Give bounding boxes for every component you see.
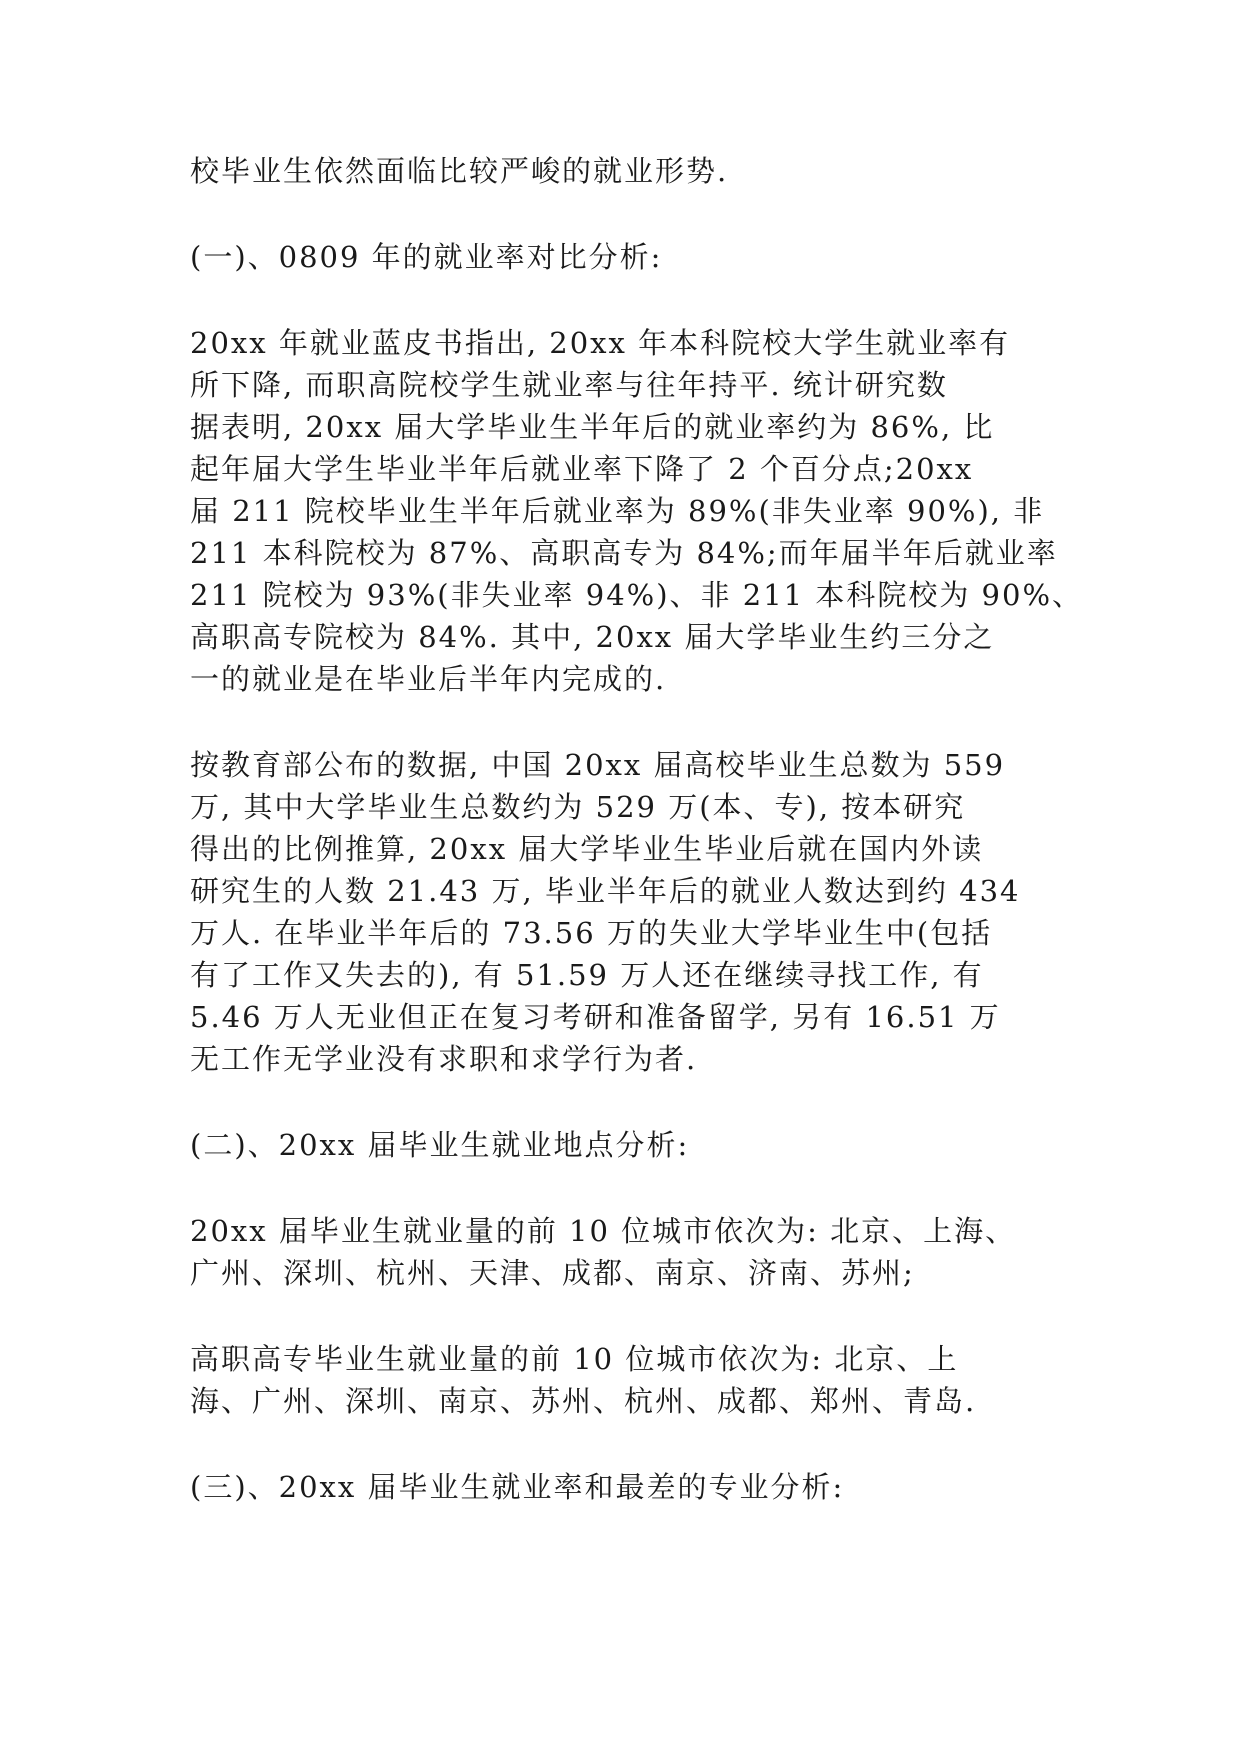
text-line: 20xx 届毕业生就业量的前 10 位城市依次为: 北京、上海、 <box>190 1214 1017 1248</box>
section-heading-1 <box>190 236 1070 278</box>
text-line: 211 院校为 93%(非失业率 94%)、非 211 本科院校为 90%、 <box>190 578 1084 612</box>
text-line: 无工作无学业没有求职和求学行为者. <box>190 1042 698 1076</box>
text-line: 高职高专毕业生就业量的前 10 位城市依次为: 北京、上 <box>190 1342 959 1376</box>
text-line: 校毕业生依然面临比较严峻的就业形势. <box>190 154 729 188</box>
text-line: 5.46 万人无业但正在复习考研和准备留学, 另有 16.51 万 <box>190 1000 1001 1034</box>
paragraph-bluebook <box>190 322 1084 700</box>
paragraph-ministry-data <box>190 744 1070 1080</box>
section-heading-2 <box>190 1124 1070 1166</box>
text-line: 20xx 年就业蓝皮书指出, 20xx 年本科院校大学生就业率有 <box>190 326 1011 360</box>
text-line: 所下降, 而职高院校学生就业率与往年持平. 统计研究数 <box>190 368 948 402</box>
text-line: 按教育部公布的数据, 中国 20xx 届高校毕业生总数为 559 <box>190 748 1006 782</box>
text-line: 有了工作又失去的), 有 51.59 万人还在继续寻找工作, 有 <box>190 958 984 992</box>
text-line: (二)、20xx 届毕业生就业地点分析: <box>190 1128 690 1162</box>
text-line: 广州、深圳、杭州、天津、成都、南京、济南、苏州; <box>190 1256 915 1290</box>
paragraph-vocational-cities <box>190 1338 1070 1422</box>
text-line: 得出的比例推算, 20xx 届大学毕业生毕业后就在国内外读 <box>190 832 984 866</box>
text-line: 高职高专院校为 84%. 其中, 20xx 届大学毕业生约三分之 <box>190 620 995 654</box>
text-line: 万人. 在毕业半年后的 73.56 万的失业大学毕业生中(包括 <box>190 916 993 950</box>
paragraph-top-cities <box>190 1210 1070 1294</box>
text-line: (一)、0809 年的就业率对比分析: <box>190 240 663 274</box>
text-line: (三)、20xx 届毕业生就业率和最差的专业分析: <box>190 1470 845 1504</box>
text-line: 起年届大学生毕业半年后就业率下降了 2 个百分点;20xx <box>190 452 974 486</box>
text-line: 届 211 院校毕业生半年后就业率为 89%(非失业率 90%), 非 <box>190 494 1045 528</box>
section-heading-3 <box>190 1466 1070 1508</box>
text-line: 据表明, 20xx 届大学毕业生半年后的就业率约为 86%, 比 <box>190 410 995 444</box>
document-body <box>190 150 1084 1552</box>
text-line: 海、广州、深圳、南京、苏州、杭州、成都、郑州、青岛. <box>190 1384 977 1418</box>
text-line: 一的就业是在毕业后半年内完成的. <box>190 662 667 696</box>
text-line: 万, 其中大学毕业生总数约为 529 万(本、专), 按本研究 <box>190 790 966 824</box>
text-line: 研究生的人数 21.43 万, 毕业半年后的就业人数达到约 434 <box>190 874 1021 908</box>
paragraph-intro-end <box>190 150 1070 192</box>
text-line: 211 本科院校为 87%、高职高专为 84%;而年届半年后就业率 <box>190 536 1058 570</box>
